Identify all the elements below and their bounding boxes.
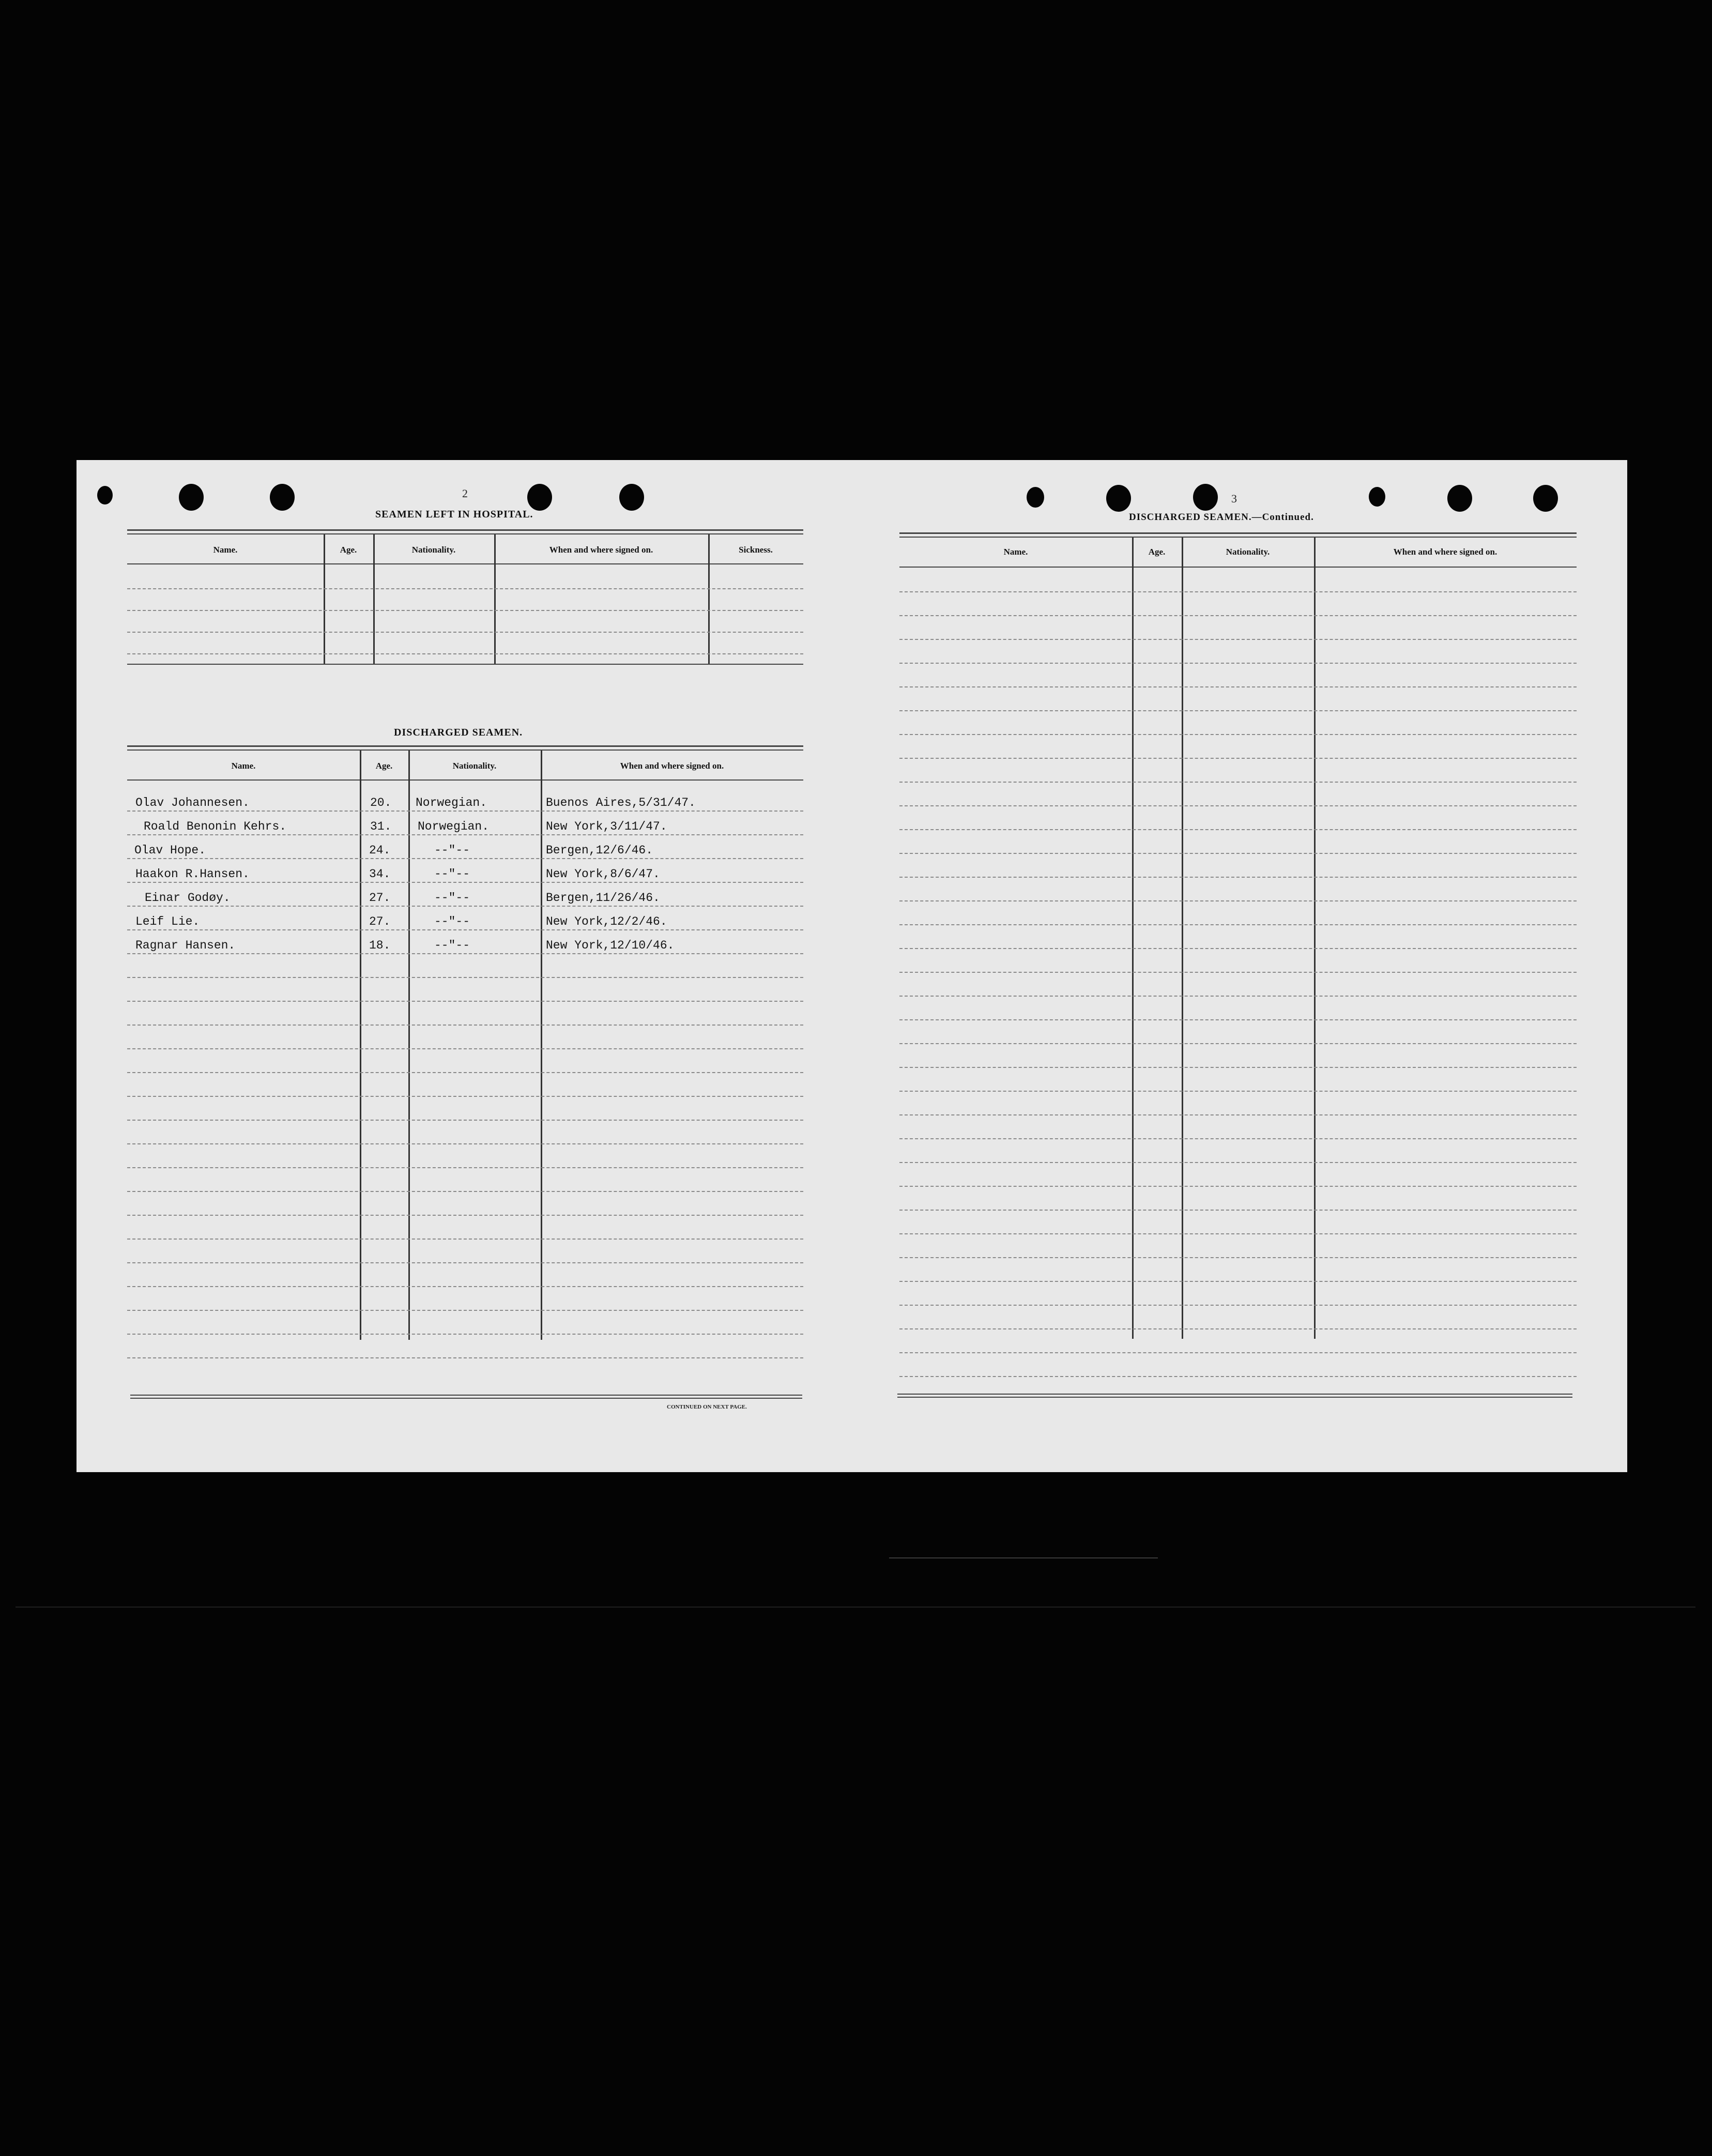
section-rule xyxy=(899,537,1577,538)
bottom-rule xyxy=(130,1398,802,1399)
ledger-line xyxy=(127,1048,803,1049)
ledger-line xyxy=(127,1357,803,1358)
header-rule xyxy=(127,563,803,564)
ledger-line xyxy=(899,734,1577,735)
section-rule xyxy=(127,750,803,751)
column-divider xyxy=(1314,538,1316,1339)
punch-hole xyxy=(270,484,295,511)
ledger-line xyxy=(899,1210,1577,1211)
hospital-section-title: SEAMEN LEFT IN HOSPITAL. xyxy=(375,509,533,520)
ledger-line xyxy=(899,1376,1577,1377)
section-rule xyxy=(127,745,803,747)
ledger-line xyxy=(127,1238,803,1240)
ledger-line xyxy=(899,1067,1577,1068)
col-header-sickness: Sickness. xyxy=(739,545,773,555)
ledger-line xyxy=(127,1025,803,1026)
ledger-line xyxy=(127,882,803,883)
ledger-line xyxy=(899,877,1577,878)
ledger-line xyxy=(127,858,803,859)
seaman-signed-on: Bergen,11/26/46. xyxy=(546,891,660,905)
ledger-line xyxy=(127,1310,803,1311)
ledger-line xyxy=(127,1143,803,1144)
col-header-name: Name. xyxy=(213,545,238,555)
seaman-name: Olav Johannesen. xyxy=(135,796,250,809)
seaman-name: Einar Godøy. xyxy=(145,891,231,905)
ledger-line xyxy=(127,1191,803,1192)
punch-hole xyxy=(1106,485,1131,512)
ledger-line xyxy=(127,834,803,835)
ledger-line xyxy=(127,1096,803,1097)
film-scratch xyxy=(889,1557,1158,1558)
ledger-line xyxy=(899,639,1577,640)
ledger-line xyxy=(899,710,1577,711)
seaman-signed-on: New York,3/11/47. xyxy=(546,820,667,833)
ledger-spread xyxy=(77,460,1627,1472)
ledger-line xyxy=(899,948,1577,949)
ledger-line xyxy=(899,1114,1577,1115)
ledger-line xyxy=(899,1091,1577,1092)
page-number: 2 xyxy=(462,487,468,500)
section-rule xyxy=(127,664,803,665)
col-header-age: Age. xyxy=(375,761,393,771)
punch-hole xyxy=(1193,484,1218,511)
punch-hole xyxy=(527,484,552,511)
section-rule xyxy=(127,533,803,534)
col-header-name: Name. xyxy=(1003,547,1028,557)
ledger-line xyxy=(899,591,1577,592)
seaman-nationality: --"-- xyxy=(434,867,470,881)
seaman-name: Leif Lie. xyxy=(135,915,200,928)
bottom-rule xyxy=(130,1395,802,1396)
seaman-signed-on: Bergen,12/6/46. xyxy=(546,844,653,857)
ledger-line xyxy=(899,615,1577,616)
column-divider xyxy=(494,534,496,664)
seaman-name: Haakon R.Hansen. xyxy=(135,867,250,881)
discharged-section-title: DISCHARGED SEAMEN. xyxy=(394,727,523,738)
header-rule xyxy=(899,567,1577,568)
seaman-signed-on: New York,12/2/46. xyxy=(546,915,667,928)
seaman-name: Roald Benonin Kehrs. xyxy=(144,820,287,833)
ledger-line xyxy=(899,1352,1577,1353)
ledger-line xyxy=(899,853,1577,854)
seaman-nationality: --"-- xyxy=(434,939,470,952)
ledger-line xyxy=(127,588,803,589)
seaman-signed-on: New York,8/6/47. xyxy=(546,867,660,881)
punch-hole xyxy=(1369,487,1385,507)
punch-hole xyxy=(619,484,644,511)
seaman-nationality: --"-- xyxy=(434,844,470,857)
ledger-line xyxy=(899,1281,1577,1282)
seaman-name: Ragnar Hansen. xyxy=(135,939,236,952)
ledger-line xyxy=(127,1215,803,1216)
column-divider xyxy=(708,534,710,664)
ledger-line xyxy=(127,632,803,633)
ledger-line xyxy=(899,782,1577,783)
column-divider xyxy=(1182,538,1183,1339)
punch-hole xyxy=(97,486,113,504)
ledger-line xyxy=(127,653,803,654)
column-divider xyxy=(360,751,361,1340)
seaman-name: Olav Hope. xyxy=(134,844,206,857)
punch-hole xyxy=(179,484,204,511)
bottom-rule xyxy=(897,1394,1572,1395)
ledger-line xyxy=(899,686,1577,687)
ledger-line xyxy=(899,1162,1577,1163)
bottom-rule xyxy=(897,1397,1572,1398)
ledger-line xyxy=(127,1167,803,1168)
seaman-age: 27. xyxy=(369,915,391,928)
ledger-line xyxy=(899,663,1577,664)
ledger-line xyxy=(127,1001,803,1002)
ledger-line xyxy=(127,1334,803,1335)
ledger-line xyxy=(127,610,803,611)
col-header-signed-on: When and where signed on. xyxy=(620,761,724,771)
seaman-nationality: --"-- xyxy=(434,915,470,928)
section-rule xyxy=(127,529,803,531)
seaman-nationality: --"-- xyxy=(434,891,470,905)
seaman-age: 18. xyxy=(369,939,391,952)
ledger-line xyxy=(899,1233,1577,1234)
column-divider xyxy=(324,534,325,664)
seaman-signed-on: New York,12/10/46. xyxy=(546,939,675,952)
column-divider xyxy=(1132,538,1134,1339)
ledger-line xyxy=(899,1305,1577,1306)
col-header-name: Name. xyxy=(231,761,256,771)
column-divider xyxy=(408,751,410,1340)
seaman-age: 31. xyxy=(370,820,392,833)
seaman-nationality: Norwegian. xyxy=(418,820,490,833)
col-header-nationality: Nationality. xyxy=(411,545,456,555)
ledger-line xyxy=(127,1262,803,1263)
page-number: 3 xyxy=(1231,492,1237,505)
ledger-line xyxy=(127,1286,803,1287)
col-header-signed-on: When and where signed on. xyxy=(1393,547,1497,557)
seaman-age: 20. xyxy=(370,796,392,809)
film-edge-line xyxy=(16,1607,1695,1608)
ledger-line xyxy=(127,953,803,954)
ledger-line xyxy=(899,1186,1577,1187)
col-header-age: Age. xyxy=(1148,547,1166,557)
discharged-continued-title: DISCHARGED SEAMEN.—Continued. xyxy=(1129,512,1314,523)
seaman-signed-on: Buenos Aires,5/31/47. xyxy=(546,796,696,809)
ledger-line xyxy=(899,1328,1577,1329)
ledger-line xyxy=(127,1072,803,1073)
ledger-line xyxy=(127,929,803,930)
ledger-line xyxy=(899,1019,1577,1020)
seaman-nationality: Norwegian. xyxy=(416,796,487,809)
ledger-line xyxy=(899,1138,1577,1139)
col-header-age: Age. xyxy=(340,545,357,555)
ledger-line xyxy=(899,972,1577,973)
col-header-nationality: Nationality. xyxy=(1226,547,1270,557)
ledger-line xyxy=(899,758,1577,759)
ledger-line xyxy=(899,805,1577,806)
col-header-nationality: Nationality. xyxy=(452,761,497,771)
punch-hole xyxy=(1533,485,1558,512)
column-divider xyxy=(541,751,542,1340)
ledger-line xyxy=(899,1043,1577,1044)
seaman-age: 27. xyxy=(369,891,391,905)
column-divider xyxy=(373,534,375,664)
header-rule xyxy=(127,779,803,781)
ledger-line xyxy=(127,811,803,812)
seaman-age: 34. xyxy=(369,867,391,881)
seaman-age: 24. xyxy=(369,844,391,857)
punch-hole xyxy=(1027,487,1044,508)
ledger-line xyxy=(127,906,803,907)
continued-note: CONTINUED ON NEXT PAGE. xyxy=(667,1404,747,1410)
ledger-line xyxy=(899,1257,1577,1258)
ledger-line xyxy=(127,1120,803,1121)
ledger-line xyxy=(899,924,1577,925)
ledger-line xyxy=(127,977,803,978)
col-header-signed-on: When and where signed on. xyxy=(549,545,653,555)
ledger-line xyxy=(899,996,1577,997)
punch-hole xyxy=(1447,485,1472,512)
ledger-line xyxy=(899,829,1577,830)
section-rule xyxy=(899,532,1577,534)
ledger-line xyxy=(899,900,1577,901)
